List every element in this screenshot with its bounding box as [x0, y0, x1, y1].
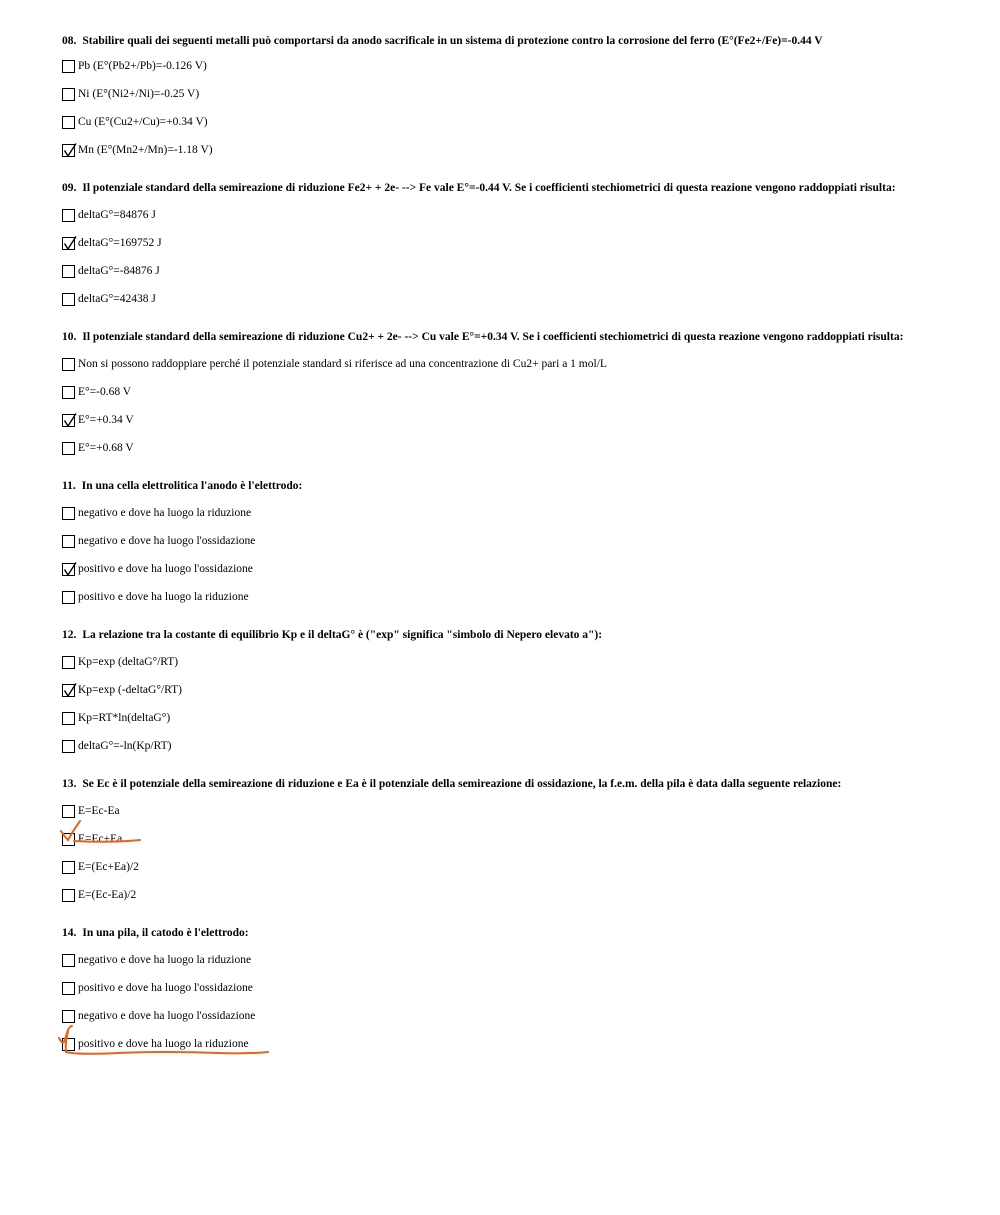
checkmark-icon	[63, 562, 77, 577]
question-title	[62, 330, 942, 344]
checkbox[interactable]	[62, 656, 75, 669]
checkmark-icon	[63, 413, 77, 428]
answer-option[interactable]	[62, 974, 942, 1002]
option-label: negativo e dove ha luogo l'ossidazione	[78, 1010, 256, 1022]
checkbox[interactable]	[62, 265, 75, 278]
answer-option[interactable]	[62, 257, 942, 285]
option-label: Kp=RT*ln(deltaG°)	[78, 712, 171, 724]
checkbox[interactable]	[62, 209, 75, 222]
option-label: positivo e dove ha luogo la riduzione	[78, 591, 249, 603]
checkbox[interactable]	[62, 535, 75, 548]
checked-checkbox[interactable]	[62, 684, 75, 697]
question-text: In una cella elettrolitica l'anodo è l'elettrodo:	[81, 480, 303, 492]
answer-option[interactable]	[62, 881, 942, 909]
checkbox[interactable]	[62, 833, 75, 846]
answer-option[interactable]	[62, 350, 942, 378]
question-number: 09.	[62, 182, 77, 194]
option-label: deltaG°=42438 J	[78, 293, 156, 305]
option-label: deltaG°=-ln(Kp/RT)	[78, 740, 172, 752]
question-title	[62, 34, 942, 48]
checked-checkbox[interactable]	[62, 144, 75, 157]
answer-option[interactable]	[62, 201, 942, 229]
quiz-page	[62, 34, 942, 1075]
answer-option[interactable]	[62, 285, 942, 313]
checkbox[interactable]	[62, 1010, 75, 1023]
checkbox[interactable]	[62, 805, 75, 818]
option-label: deltaG°=169752 J	[78, 237, 162, 249]
option-label: E=Ec-Ea	[78, 805, 120, 817]
checkmark-icon	[63, 236, 77, 251]
answer-option[interactable]	[62, 229, 942, 257]
option-label: E°=+0.34 V	[78, 414, 134, 426]
question-number: 10.	[62, 331, 77, 343]
checkbox[interactable]	[62, 386, 75, 399]
answer-option[interactable]	[62, 434, 942, 462]
question-number: 14.	[62, 927, 77, 939]
question-text: Se Ec è il potenziale della semireazione di riduzione e Ea è il potenziale della semireazione di ossidazione, la f.e.m. della pila è data dalla seguente relazione:	[82, 778, 842, 790]
option-label: Ni (E°(Ni2+/Ni)=-0.25 V)	[78, 88, 200, 100]
checked-checkbox[interactable]	[62, 563, 75, 576]
answer-option[interactable]	[62, 853, 942, 881]
checked-checkbox[interactable]	[62, 237, 75, 250]
answer-option[interactable]	[62, 732, 942, 760]
question-13	[62, 777, 942, 909]
option-label: E=(Ec-Ea)/2	[78, 889, 137, 901]
question-text: Il potenziale standard della semireazione di riduzione Fe2+ + 2e- --> Fe vale E°=-0.44 V. Se i coefficienti stechiometrici di questa reazione vengono raddoppiati risulta:	[82, 182, 896, 194]
option-label: Kp=exp (-deltaG°/RT)	[78, 684, 182, 696]
option-label: E=(Ec+Ea)/2	[78, 861, 139, 873]
answer-option[interactable]	[62, 1002, 942, 1030]
option-label: positivo e dove ha luogo l'ossidazione	[78, 982, 253, 994]
question-number: 12.	[62, 629, 77, 641]
answer-option[interactable]	[62, 797, 942, 825]
question-number: 11.	[62, 480, 76, 492]
checked-checkbox[interactable]	[62, 414, 75, 427]
option-label: negativo e dove ha luogo l'ossidazione	[78, 535, 256, 547]
option-label: E=Ec+Ea	[78, 833, 123, 845]
answer-option[interactable]	[62, 555, 942, 583]
checkbox[interactable]	[62, 591, 75, 604]
answer-option[interactable]	[62, 704, 942, 732]
question-title	[62, 926, 942, 940]
option-label: E°=-0.68 V	[78, 386, 132, 398]
option-label: deltaG°=84876 J	[78, 209, 156, 221]
question-number: 13.	[62, 778, 77, 790]
answer-option[interactable]	[62, 946, 942, 974]
question-11	[62, 479, 942, 611]
question-10	[62, 330, 942, 462]
option-label: Cu (E°(Cu2+/Cu)=+0.34 V)	[78, 116, 208, 128]
option-label: Mn (E°(Mn2+/Mn)=-1.18 V)	[78, 144, 213, 156]
question-08	[62, 34, 942, 164]
checkbox[interactable]	[62, 1038, 75, 1051]
option-label: Pb (E°(Pb2+/Pb)=-0.126 V)	[78, 60, 207, 72]
answer-option[interactable]	[62, 52, 942, 80]
checkbox[interactable]	[62, 740, 75, 753]
answer-option[interactable]	[62, 825, 942, 853]
checkbox[interactable]	[62, 442, 75, 455]
question-title	[62, 181, 942, 195]
checkbox[interactable]	[62, 88, 75, 101]
answer-option[interactable]	[62, 108, 942, 136]
answer-option[interactable]	[62, 80, 942, 108]
answer-option[interactable]	[62, 648, 942, 676]
checkbox[interactable]	[62, 60, 75, 73]
option-label: Kp=exp (deltaG°/RT)	[78, 656, 179, 668]
answer-option[interactable]	[62, 583, 942, 611]
question-title	[62, 777, 942, 791]
question-14	[62, 926, 942, 1058]
question-text: Stabilire quali dei seguenti metalli può comportarsi da anodo sacrificale in un sistema di protezione contro la corrosione del ferro (E°(Fe2+/Fe)=-0.44 V	[82, 35, 823, 47]
checkbox[interactable]	[62, 507, 75, 520]
question-12	[62, 628, 942, 760]
answer-option[interactable]	[62, 499, 942, 527]
option-label: Non si possono raddoppiare perché il potenziale standard si riferisce ad una concentrazione di Cu2+ pari a 1 mol/L	[78, 358, 607, 370]
question-number: 08.	[62, 35, 77, 47]
answer-option[interactable]	[62, 1030, 942, 1058]
question-09	[62, 181, 942, 313]
answer-option[interactable]	[62, 378, 942, 406]
checkbox[interactable]	[62, 982, 75, 995]
question-text: Il potenziale standard della semireazione di riduzione Cu2+ + 2e- --> Cu vale E°=+0.34 V. Se i coefficienti stechiometrici di questa reazione vengono raddoppiati risulta:	[82, 331, 904, 343]
option-label: positivo e dove ha luogo l'ossidazione	[78, 563, 253, 575]
question-text: In una pila, il catodo è l'elettrodo:	[82, 927, 249, 939]
checkbox[interactable]	[62, 712, 75, 725]
option-label: positivo e dove ha luogo la riduzione	[78, 1038, 249, 1050]
checkbox[interactable]	[62, 116, 75, 129]
question-title	[62, 479, 942, 493]
checkbox[interactable]	[62, 954, 75, 967]
answer-option[interactable]	[62, 676, 942, 704]
answer-option[interactable]	[62, 527, 942, 555]
checkbox[interactable]	[62, 293, 75, 306]
question-text: La relazione tra la costante di equilibrio Kp e il deltaG° è ("exp" significa "simbolo di Nepero elevato a"):	[82, 629, 603, 641]
option-label: negativo e dove ha luogo la riduzione	[78, 507, 252, 519]
option-label: deltaG°=-84876 J	[78, 265, 160, 277]
option-label: E°=+0.68 V	[78, 442, 134, 454]
option-label: negativo e dove ha luogo la riduzione	[78, 954, 252, 966]
question-title	[62, 628, 942, 642]
checkbox[interactable]	[62, 889, 75, 902]
answer-option[interactable]	[62, 406, 942, 434]
answer-option[interactable]	[62, 136, 942, 164]
checkbox[interactable]	[62, 358, 75, 371]
checkmark-icon	[63, 143, 77, 158]
checkmark-icon	[63, 683, 77, 698]
checkbox[interactable]	[62, 861, 75, 874]
